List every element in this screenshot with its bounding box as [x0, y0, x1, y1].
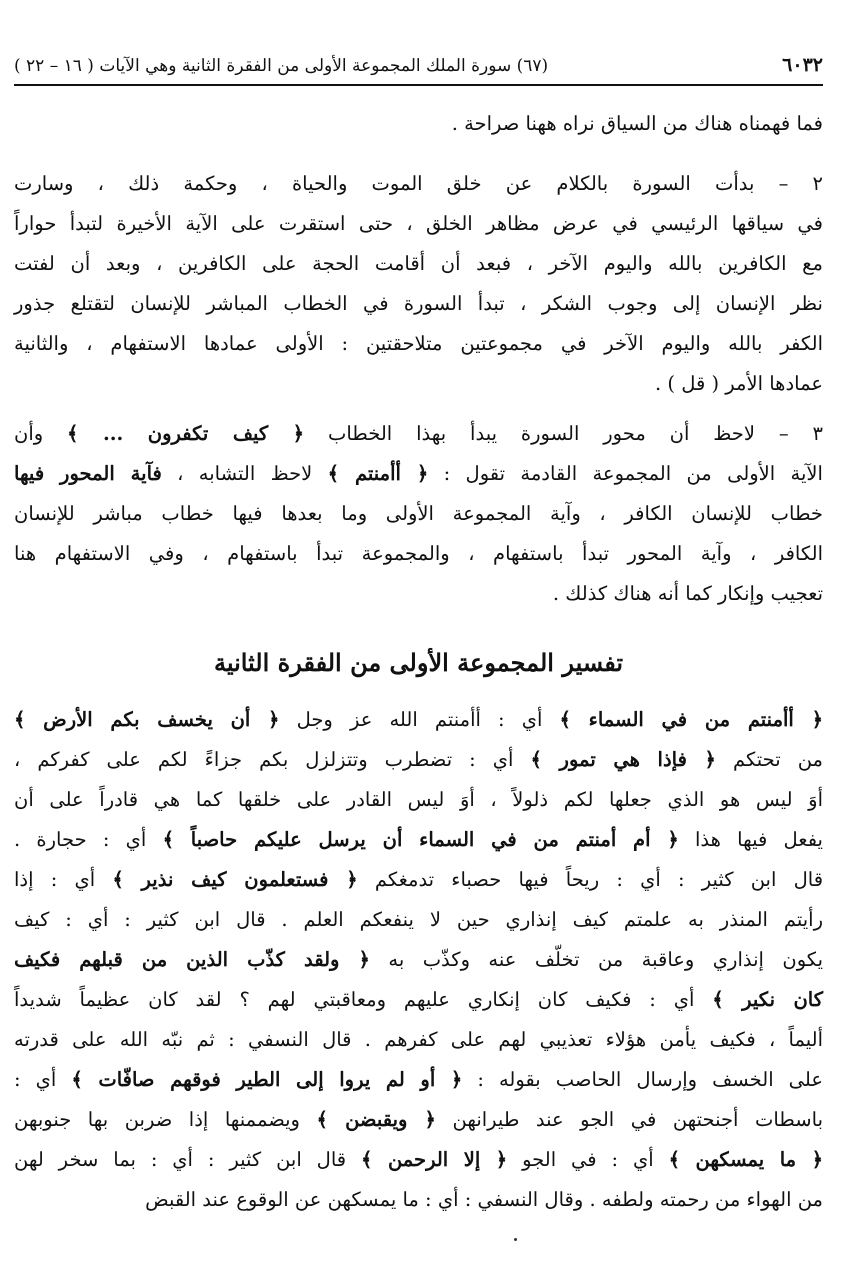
header-rule — [14, 84, 823, 86]
text-line: نظر الإنسان إلى وجوب الشكر ، تبدأ السورة في الخطاب المباشر للإنسان لتقتلع جذور — [14, 292, 823, 315]
text-segment: أي : إذا — [14, 868, 113, 891]
point-2-paragraph — [14, 164, 823, 404]
text-segment: قال ابن كثير : أي : ريحاً فيها حصباء تدمغكم — [357, 868, 824, 891]
text-segment: أوَ ليس هو الذي جعلها لكم ذلولاً ، أوَ ليس القادر على خلقها كما هي قادراً على أن — [14, 788, 823, 811]
text-line — [14, 780, 823, 820]
quran-quote: ﴿ إلا الرحمن ﴾ — [361, 1148, 508, 1171]
text-line: في سياقها الرئيسي في عرض مظاهر الخلق ، حتى استقرت على الآية الأخيرة لتبدأ حواراً — [14, 212, 823, 235]
text-segment: باسطات أجنحتهن في الجو عند طيرانهن — [435, 1108, 824, 1131]
quran-quote: ﴿ أأمنتم ﴾ — [327, 462, 429, 485]
text-line — [14, 700, 823, 740]
running-header — [14, 52, 823, 78]
text-segment: يكون إنذاري وعاقبة من تخلّف عنه وكذّب به — [369, 948, 823, 971]
text-segment: الآية الأولى من المجموعة القادمة تقول : — [428, 462, 823, 485]
text-line — [14, 900, 823, 940]
quran-quote: ﴿ ويقبضن ﴾ — [316, 1108, 436, 1131]
text-segment: أي : حجارة . — [14, 828, 163, 851]
running-title: (٦٧) سورة الملك المجموعة الأولى من الفقرة الثانية وهي الآيات ( ١٦ – ٢٢ ) — [14, 56, 549, 76]
quran-quote: ﴿ فستعلمون كيف نذير ﴾ — [112, 868, 358, 891]
text-line — [14, 414, 823, 454]
quran-quote: فآية المحور فيها — [14, 462, 162, 485]
text-segment: على الخسف وإرسال الحاصب بقوله : — [462, 1068, 823, 1091]
text-line — [14, 820, 823, 860]
text-segment: لاحظ التشابه ، — [161, 462, 328, 485]
text-segment: خطاب للإنسان الكافر ، وآية المجموعة الأولى وما بعدها فيها خطاب مباشر للإنسان — [14, 502, 823, 525]
text-line — [14, 534, 823, 574]
quran-quote: ﴿ فإذا هي تمور ﴾ — [530, 748, 716, 771]
text-segment: يفعل فيها هذا — [678, 828, 823, 851]
text-line: مع الكافرين بالله واليوم الآخر ، فبعد أن أقامت الحجة على الكافرين ، وبعد أن لفتت — [14, 252, 823, 275]
text-segment: ويضممنها إذا ضربن بها جنوبهن — [14, 1108, 317, 1131]
text-segment: أي : تضطرب وتتزلزل بكم جزاءً لكم على كفركم ، — [14, 748, 531, 771]
text-line — [14, 860, 823, 900]
quran-quote: كان نكير ﴾ — [712, 988, 824, 1011]
quran-quote: ﴿ ولقد كذّب الذين من قبلهم فكيف — [14, 948, 370, 971]
text-segment: أي : فكيف كان إنكاري عليهم ومعاقبتي لهم ؟ لقد كان عظيماً شديداً — [14, 988, 713, 1011]
text-segment: قال ابن كثير : أي : بما سخر لهن — [14, 1148, 362, 1171]
text-segment: الكافر ، وآية المحور تبدأ باستفهام ، والمجموعة تبدأ باستفهام ، وفي الاستفهام هنا — [14, 542, 823, 565]
text-line: ٢ – بدأت السورة بالكلام عن خلق الموت والحياة ، وحكمة ذلك ، وسارت — [14, 172, 823, 195]
text-line — [14, 1180, 823, 1220]
text-line — [14, 740, 823, 780]
text-line — [14, 1020, 823, 1060]
quran-quote: ﴿ أأمنتم من في السماء ﴾ — [559, 708, 823, 731]
text-segment: ٣ – لاحظ أن محور السورة يبدأ بهذا الخطاب — [304, 422, 823, 445]
quran-quote: ﴿ كيف تكفرون ... ﴾ — [67, 422, 305, 445]
text-line — [14, 1100, 823, 1140]
text-line — [14, 494, 823, 534]
quran-quote: ﴿ أم أمنتم من في السماء أن يرسل عليكم حاصباً ﴾ — [162, 828, 679, 851]
page-number: ٦٠٣٢ — [782, 54, 823, 76]
text-line — [14, 454, 823, 494]
point-3-paragraph — [14, 414, 823, 614]
text-segment: أليماً ، فكيف يأمن هؤلاء تعذيبي لهم على كفرهم . قال النسفي : ثم نبّه الله على قدرته — [14, 1028, 823, 1051]
quran-quote: ﴿ ما يمسكهن ﴾ — [668, 1148, 824, 1171]
quran-quote: ﴿ أن يخسف بكم الأرض ﴾ — [14, 708, 280, 731]
text-line — [14, 980, 823, 1020]
text-line: فما فهمناه هناك من السياق نراه ههنا صراحة . — [451, 112, 823, 135]
text-segment: من تحتكم — [715, 748, 823, 771]
text-line — [14, 574, 823, 614]
footer-mark — [514, 1238, 517, 1241]
text-line: عمادها الأمر ( قل ) . — [655, 372, 823, 395]
text-line — [14, 940, 823, 980]
text-line — [14, 1060, 823, 1100]
text-segment: رأيتم المنذر به علمتم كيف إنذاري حين لا ينفعكم العلم . قال ابن كثير : أي : كيف — [14, 908, 823, 931]
text-segment: أي : — [14, 1068, 72, 1091]
text-segment: وأن — [14, 422, 68, 445]
text-line — [14, 1140, 823, 1180]
text-line: الكفر بالله واليوم الآخر في مجموعتين متلاحقتين : الأولى عمادها الاستفهام ، والثانية — [14, 332, 823, 355]
quran-quote: ﴿ أو لم يروا إلى الطير فوقهم صافّات ﴾ — [71, 1068, 463, 1091]
text-segment: من الهواء من رحمته ولطفه . وقال النسفي : أي : ما يمسكهن عن الوقوع عند القبض — [145, 1188, 823, 1211]
text-segment: أي : في الجو — [507, 1148, 669, 1171]
section-heading: تفسير المجموعة الأولى من الفقرة الثانية — [213, 648, 624, 677]
text-segment: أي : أأمنتم الله عز وجل — [279, 708, 560, 731]
intro-paragraph — [14, 104, 823, 144]
text-segment: تعجيب وإنكار كما أنه هناك كذلك . — [552, 582, 823, 605]
tafsir-paragraph — [14, 700, 823, 1220]
